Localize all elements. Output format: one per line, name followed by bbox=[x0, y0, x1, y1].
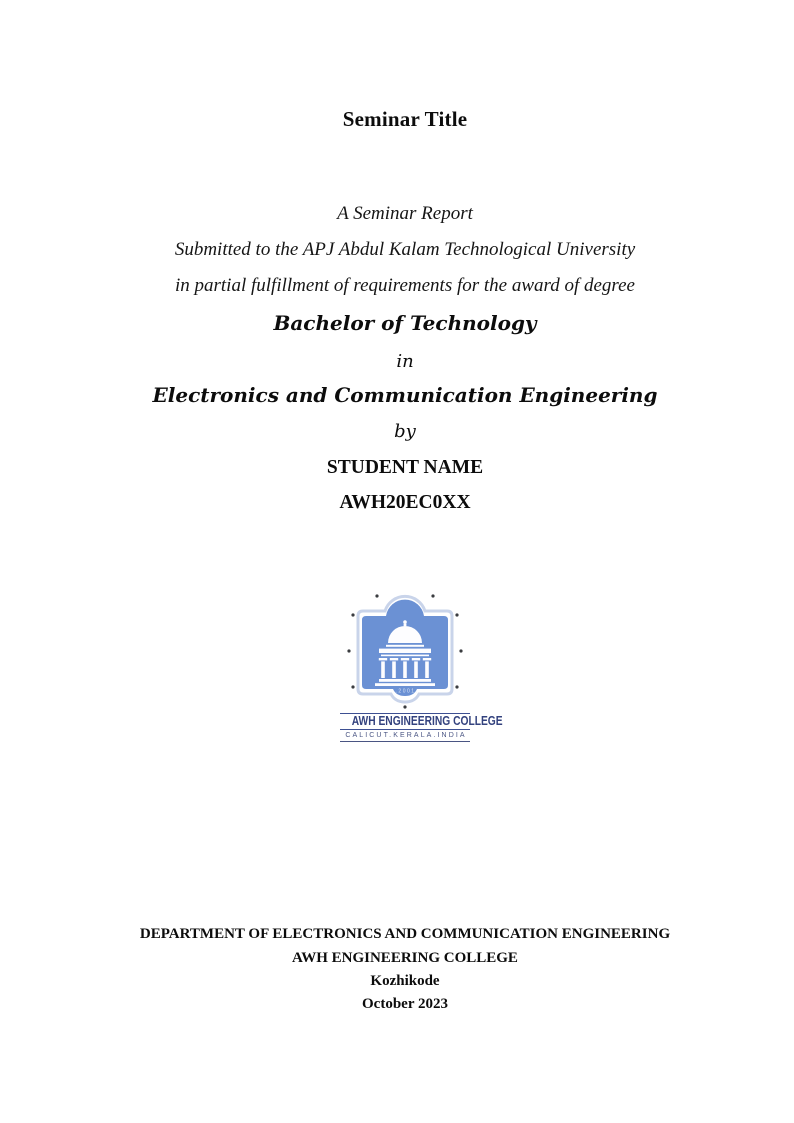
logo-rule-bottom bbox=[340, 741, 470, 742]
college-crest-icon bbox=[339, 585, 471, 711]
dome-finial bbox=[403, 620, 407, 624]
footer-department: DEPARTMENT OF ELECTRONICS AND COMMUNICATION ENGINEERING bbox=[139, 926, 671, 942]
architrave bbox=[379, 649, 431, 653]
footer-date: October 2023 bbox=[362, 996, 448, 1012]
crest-year-text: .2001. bbox=[395, 688, 419, 695]
degree-name: Bachelor of Technology bbox=[273, 311, 537, 335]
base-step-2 bbox=[375, 683, 435, 686]
submission-line: Submitted to the APJ Abdul Kalam Technological University bbox=[174, 239, 636, 260]
student-roll-number: AWH20EC0XX bbox=[339, 492, 471, 513]
fulfillment-line: in partial fulfillment of requirements for the award of degree bbox=[174, 275, 635, 296]
dome-cornice bbox=[386, 645, 424, 647]
footer-college: AWH ENGINEERING COLLEGE bbox=[292, 950, 518, 966]
connector-in: in bbox=[396, 351, 414, 372]
degree-branch: Electronics and Communication Engineering bbox=[152, 383, 658, 407]
college-logo bbox=[339, 585, 503, 742]
base-step-1 bbox=[379, 679, 431, 682]
footer-city: Kozhikode bbox=[370, 973, 440, 989]
logo-rule-middle bbox=[340, 729, 470, 730]
report-type-line: A Seminar Report bbox=[337, 203, 473, 224]
logo-location: CALICUT.KERALA.INDIA bbox=[345, 732, 467, 740]
college-logo-text bbox=[340, 712, 503, 742]
connector-by: by bbox=[394, 421, 416, 442]
student-name: STUDENT NAME bbox=[326, 457, 484, 478]
logo-college-name: AWH ENGINEERING COLLEGE bbox=[351, 714, 503, 728]
page-title: Seminar Title bbox=[342, 107, 468, 131]
